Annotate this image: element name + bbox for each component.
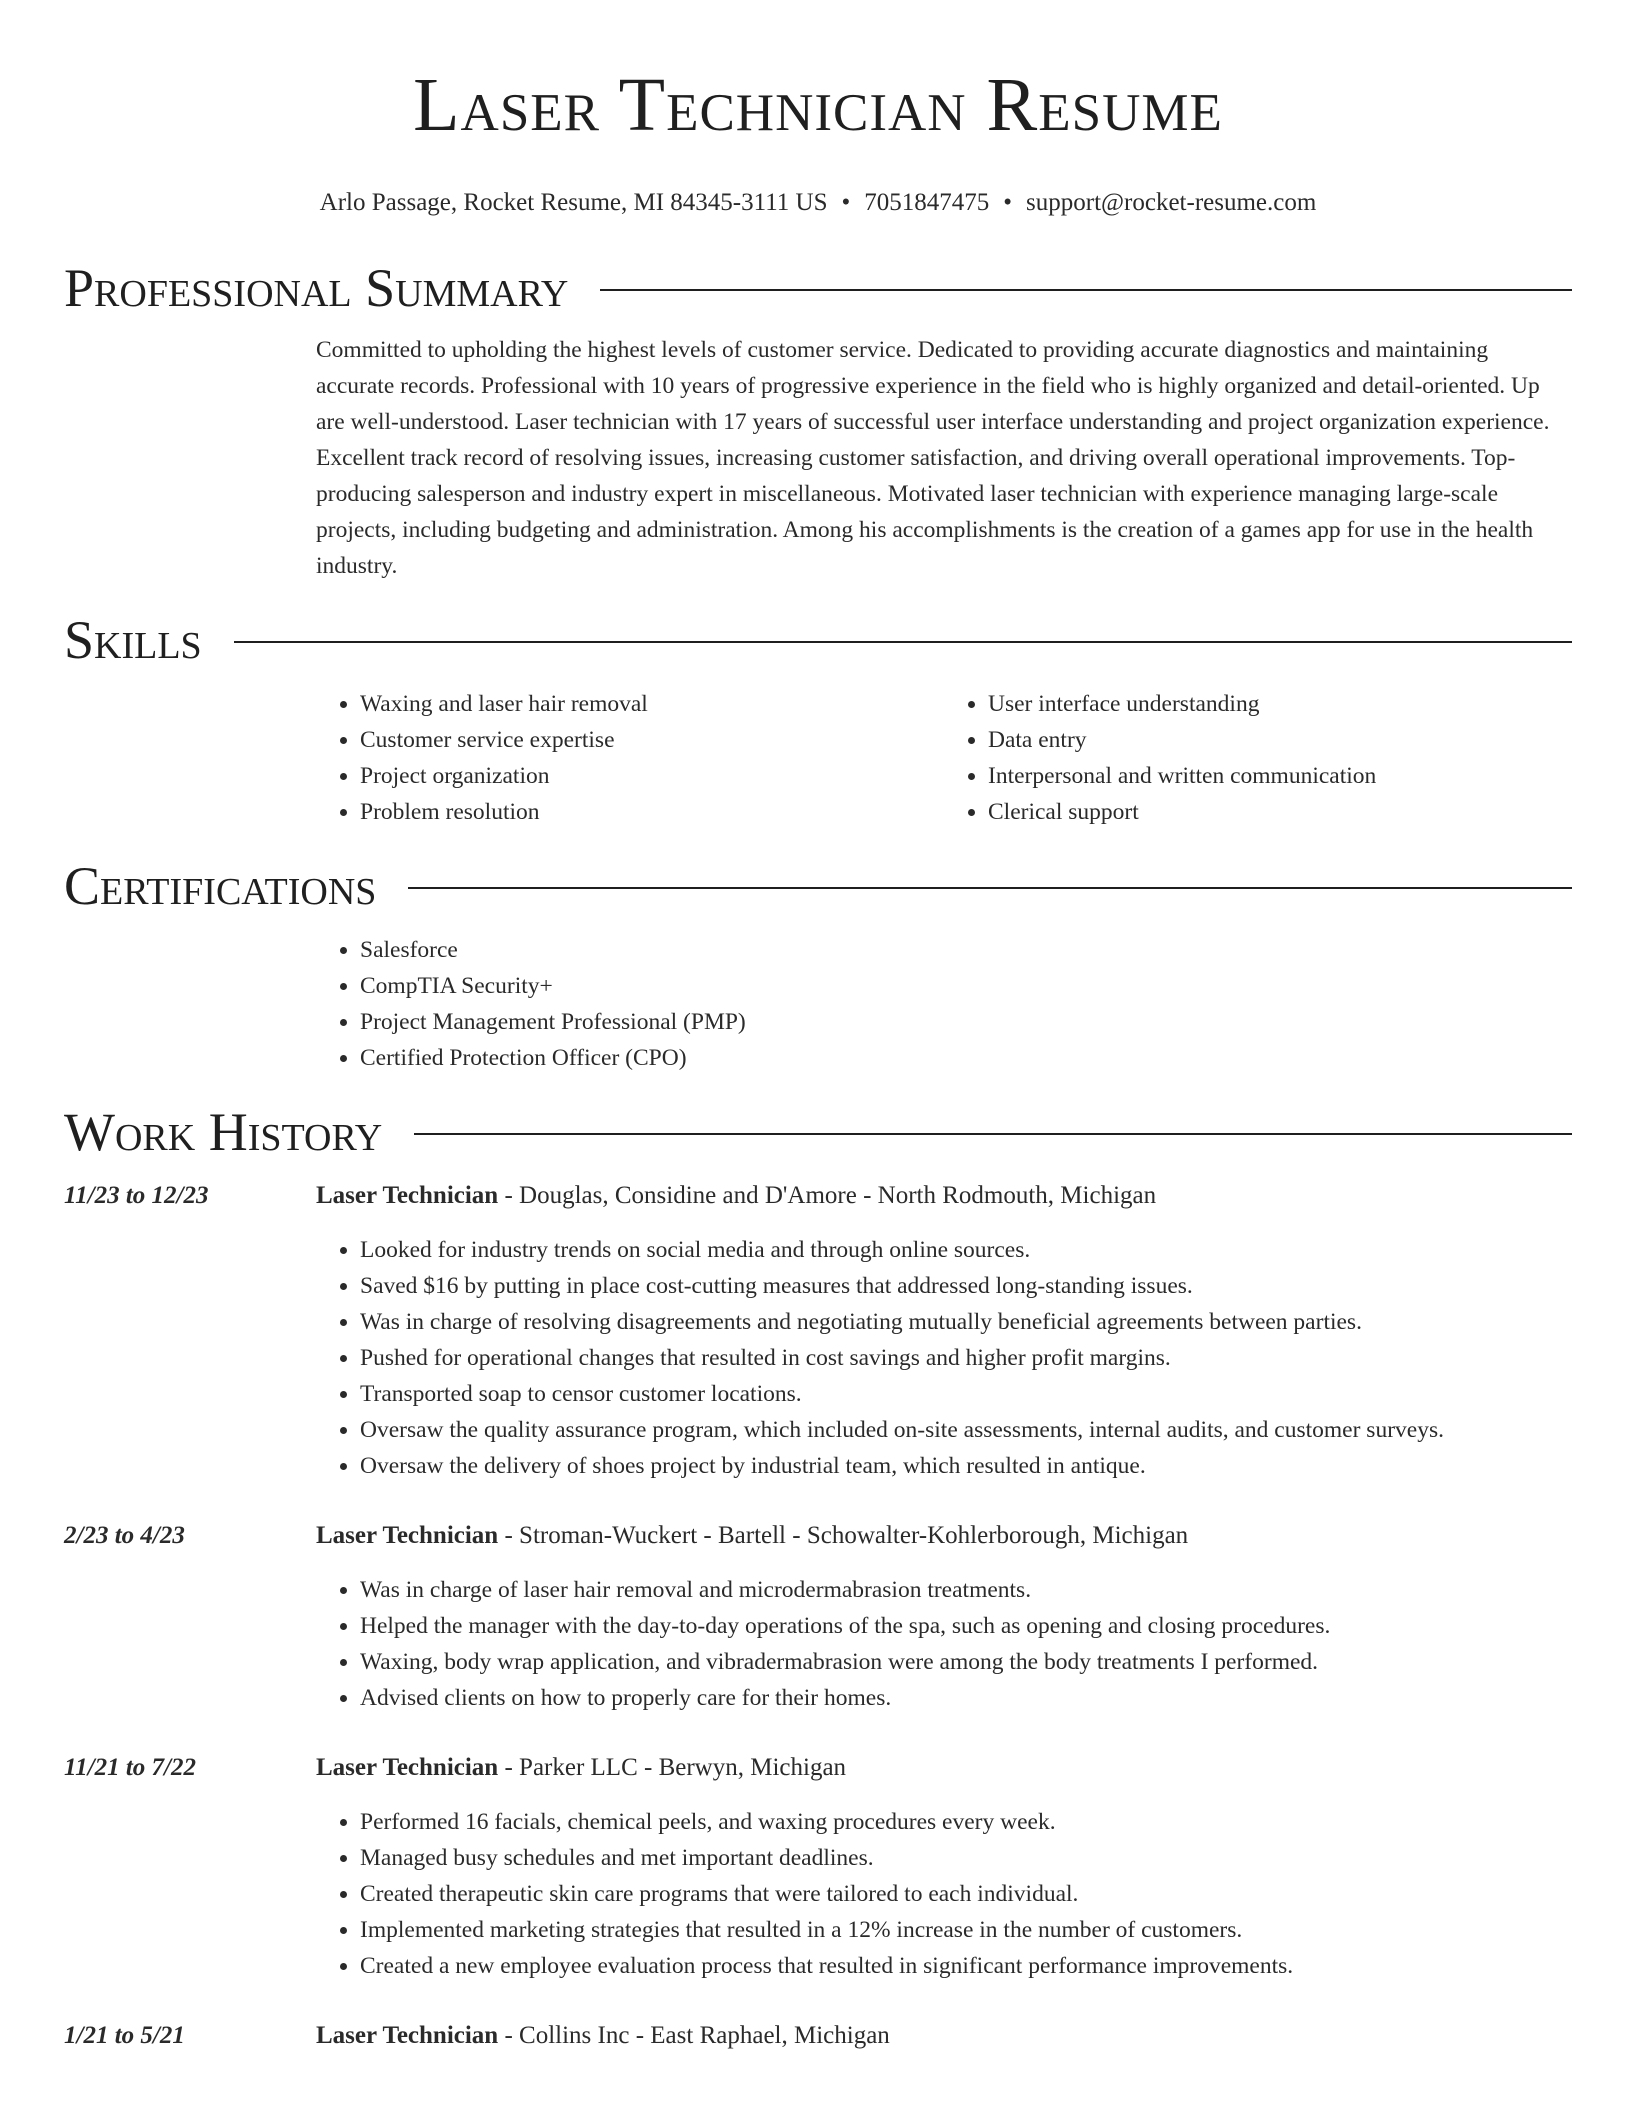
certification-item: • Project Management Professional (PMP) xyxy=(360,1004,1572,1040)
job-duty-item: • Saved $16 by putting in place cost-cutting measures that addressed long-standing issues. xyxy=(360,1268,1572,1304)
job-duty-item: • Was in charge of resolving disagreements and negotiating mutually beneficial agreements between parties. xyxy=(360,1304,1572,1340)
job-title: Laser Technician xyxy=(316,1522,499,1549)
job-duties xyxy=(316,1232,1572,1484)
job-duty-list xyxy=(316,1572,1572,1716)
skills-heading-text: Skills xyxy=(64,610,202,670)
job-dates: 11/21 to 7/22 xyxy=(64,1754,196,1781)
resume-page xyxy=(64,0,1572,2054)
job-duty-item: • Managed busy schedules and met important deadlines. xyxy=(360,1840,1572,1876)
contact-line xyxy=(64,186,1572,220)
certification-item: • CompTIA Security+ xyxy=(360,968,1572,1004)
job-duty-list xyxy=(316,1804,1572,1984)
job-duty-item: • Transported soap to censor customer locations. xyxy=(360,1376,1572,1412)
job-duty-item: • Was in charge of laser hair removal and microdermabrasion treatments. xyxy=(360,1572,1572,1608)
contact-email: support@rocket-resume.com xyxy=(1026,189,1317,216)
job-dates: 1/21 to 5/21 xyxy=(64,2022,185,2049)
summary-heading-text: Professional Summary xyxy=(64,258,569,318)
skill-item: • Data entry xyxy=(988,722,1572,758)
job-header xyxy=(64,2018,1572,2054)
job-heading xyxy=(316,1518,1188,1554)
section-divider xyxy=(600,289,1572,291)
contact-separator: • xyxy=(841,189,851,216)
job-header xyxy=(64,1178,1572,1214)
job-duty-item: • Looked for industry trends on social media and through online sources. xyxy=(360,1232,1572,1268)
job-title: Laser Technician xyxy=(316,1182,499,1209)
work-section-heading xyxy=(64,1102,1572,1162)
summary-content xyxy=(316,332,1572,584)
section-divider xyxy=(408,887,1572,889)
skill-item: • Clerical support xyxy=(988,794,1572,830)
skill-item: • Interpersonal and written communication xyxy=(988,758,1572,794)
job-heading xyxy=(316,1178,1156,1214)
page-title: Laser Technician Resume xyxy=(413,63,1223,147)
job-dates: 11/23 to 12/23 xyxy=(64,1182,209,1209)
job-duty-item: • Performed 16 facials, chemical peels, and waxing procedures every week. xyxy=(360,1804,1572,1840)
certifications-heading-text: Certifications xyxy=(64,856,377,916)
job-duty-item: • Waxing, body wrap application, and vibradermabrasion were among the body treatments I performed. xyxy=(360,1644,1572,1680)
job-company: - Stroman-Wuckert - Bartell - Schowalter-Kohlerborough, Michigan xyxy=(498,1522,1189,1549)
job-company: - Parker LLC - Berwyn, Michigan xyxy=(498,1754,847,1781)
summary-section-heading xyxy=(64,258,1572,318)
skill-item: • Project organization xyxy=(360,758,944,794)
job-duty-item: • Implemented marketing strategies that resulted in a 12% increase in the number of customers. xyxy=(360,1912,1572,1948)
job-duty-list xyxy=(316,1232,1572,1484)
contact-address: Arlo Passage, Rocket Resume, MI 84345-3111 US xyxy=(319,189,828,216)
job-duty-item: • Pushed for operational changes that resulted in cost savings and higher profit margins. xyxy=(360,1340,1572,1376)
certifications-content xyxy=(316,932,1572,1076)
job-header xyxy=(64,1518,1572,1554)
skill-item: • Customer service expertise xyxy=(360,722,944,758)
job-duties xyxy=(316,1572,1572,1716)
job-duty-item: • Advised clients on how to properly care for their homes. xyxy=(360,1680,1572,1716)
job-title: Laser Technician xyxy=(316,2022,499,2049)
skill-item: • Waxing and laser hair removal xyxy=(360,686,944,722)
job-dates: 2/23 to 4/23 xyxy=(64,1522,185,1549)
summary-paragraph: Committed to upholding the highest levels of customer service. Dedicated to providing accurate diagnostics and maintaining accurate records. Professional with 10 years of progressive experience in the field who is highly organized and detail-oriented. Up are well-understood. Laser technician with 17 years of successful user interface understanding and project organization experience. Excellent track record of resolving issues, increasing customer satisfaction, and driving overall operational improvements. Top-producing salesperson and industry expert in miscellaneous. Motivated laser technician with experience managing large-scale projects, including budgeting and administration. Among his accomplishments is the creation of a games app for use in the health industry. xyxy=(316,337,1550,579)
job-duty-item: • Oversaw the quality assurance program, which included on-site assessments, internal audits, and customer surveys. xyxy=(360,1412,1572,1448)
job-header xyxy=(64,1750,1572,1786)
section-divider xyxy=(234,641,1572,643)
skills-section-heading xyxy=(64,610,1572,670)
skills-left-list xyxy=(316,686,944,830)
job-company: - Douglas, Considine and D'Amore - North Rodmouth, Michigan xyxy=(498,1182,1157,1209)
skill-item: • User interface understanding xyxy=(988,686,1572,722)
job-duty-item: • Helped the manager with the day-to-day operations of the spa, such as opening and closing procedures. xyxy=(360,1608,1572,1644)
job-company: - Collins Inc - East Raphael, Michigan xyxy=(498,2022,890,2049)
job-duty-item: • Created a new employee evaluation process that resulted in significant performance improvements. xyxy=(360,1948,1572,1984)
contact-phone: 7051847475 xyxy=(864,189,990,216)
skills-content xyxy=(316,686,1572,830)
job-heading xyxy=(316,1750,846,1786)
skill-item: • Problem resolution xyxy=(360,794,944,830)
job-duty-item: • Created therapeutic skin care programs that were tailored to each individual. xyxy=(360,1876,1572,1912)
job-title: Laser Technician xyxy=(316,1754,499,1781)
certifications-section-heading xyxy=(64,856,1572,916)
work-heading-text: Work History xyxy=(64,1102,383,1162)
skills-grid xyxy=(316,686,1572,830)
certification-item: • Certified Protection Officer (CPO) xyxy=(360,1040,1572,1076)
job-heading xyxy=(316,2018,890,2054)
certifications-list xyxy=(316,932,1572,1076)
section-divider xyxy=(414,1133,1572,1135)
job-duty-item: • Oversaw the delivery of shoes project by industrial team, which resulted in antique. xyxy=(360,1448,1572,1484)
contact-separator: • xyxy=(1003,189,1013,216)
skills-right-list xyxy=(944,686,1572,830)
job-duties xyxy=(316,1804,1572,1984)
certification-item: • Salesforce xyxy=(360,932,1572,968)
